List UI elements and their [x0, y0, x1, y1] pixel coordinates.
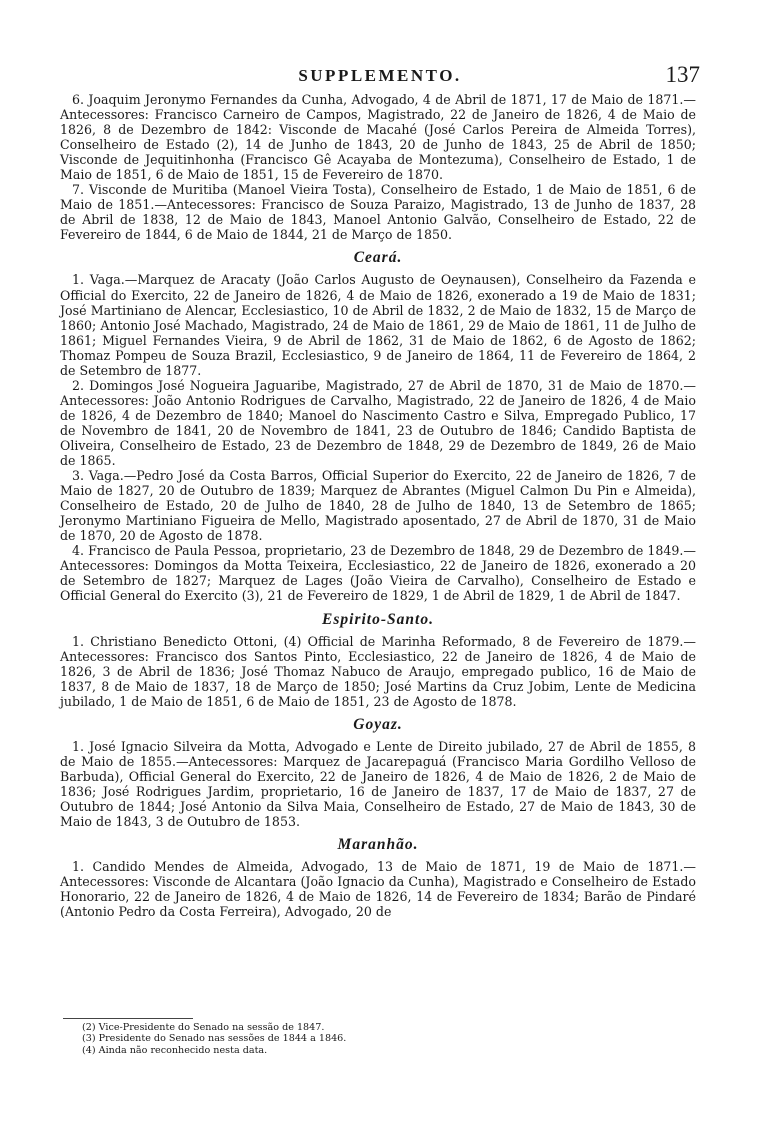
paragraph: 1. Candido Mendes de Almeida, Advogado, 13 de Maio de 1871, 19 de Maio de 1871.—Antecessores: Visconde de Alcantara (João Ignacio da Cunha), Magistrado e Conselheiro de Estado Honorario, 22 de Janeiro de 1826, 4 de Maio de 1826, 14 de Fevereiro de 1834; Barão de Pindaré (Antonio Pedro da Costa Ferreira), Advogado, 20 de [60, 859, 696, 920]
main-text [60, 92, 696, 919]
page-number: 137 [665, 62, 700, 87]
section-heading-espirito-santo: Espirito-Santo. [322, 610, 434, 628]
paragraph: 2. Domingos José Nogueira Jaguaribe, Magistrado, 27 de Abril de 1870, 31 de Maio de 1870.—Antecessores: João Antonio Rodrigues de Carvalho, Magistrado, 22 de Janeiro de 1826, 4 de Maio de 1826, 4 de Dezembro de 1840; Manoel do Nascimento Castro e Silva, Empregado Publico, 17 de Novembro de 1841, 20 de Novembro de 1841, 23 de Outubro de 1846; Candido Baptista de Oliveira, Conselheiro de Estado, 23 de Dezembro de 1848, 29 de Dezembro de 1849, 26 de Maio de 1865. [60, 377, 696, 469]
paragraph: 1. José Ignacio Silveira da Motta, Advogado e Lente de Direito jubilado, 27 de Abril de 1855, 8 de Maio de 1855.—Antecessores: Marquez de Jacarepaguá (Francisco Maria Gordilho Velloso de Barbuda), Official General do Exercito, 22 de Janeiro de 1826, 4 de Maio de 1826, 2 de Maio de 1836; José Rodrigues Jardim, proprietario, 16 de Janeiro de 1837, 17 de Maio de 1837, 27 de Outubro de 1844; José Antonio da Silva Maia, Conselheiro de Estado, 27 de Maio de 1843, 30 de Maio de 1843, 3 de Outubro de 1853. [60, 738, 696, 829]
footnote: (2) Vice-Presidente do Senado na sessão de 1847. [82, 1022, 325, 1033]
paragraph: 4. Francisco de Paula Pessoa, proprietario, 23 de Dezembro de 1848, 29 de Dezembro de 1849.—Antecessores: Domingos da Motta Teixeira, Ecclesiastico, 22 de Janeiro de 1826, exonerado a 20 de Setembro de 1827; Marquez de Lages (João Vieira de Carvalho), Conselheiro de Estado e Official General do Exercito (3), 21 de Fevereiro de 1829, 1 de Abril de 1829, 1 de Abril de 1847. [60, 543, 696, 604]
footnote: (3) Presidente do Senado nas sessões de 1844 a 1846. [82, 1033, 347, 1045]
section-heading-ceara: Ceará. [353, 249, 403, 267]
paragraph: 3. Vaga.—Pedro José da Costa Barros, Official Superior do Exercito, 22 de Janeiro de 1826, 7 de Maio de 1827, 20 de Outubro de 1839; Marquez de Abrantes (Miguel Calmon Du Pin e Almeida), Conselheiro de Estado, 20 de Julho de 1840, 28 de Julho de 1840, 13 de Setembro de 1865; Jeronymo Martiniano Figueira de Mello, Magistrado aposentado, 27 de Abril de 1870, 31 de Maio de 1870, 20 de Agosto de 1878. [60, 468, 696, 544]
footnotes [82, 1022, 682, 1056]
footnote-divider [63, 1018, 193, 1019]
footnote: (4) Ainda não reconhecido nesta data. [82, 1044, 268, 1056]
paragraph: 1. Vaga.—Marquez de Aracaty (João Carlos Augusto de Oeynausen), Conselheiro da Fazenda e Official do Exercito, 22 de Janeiro de 1826, 4 de Maio de 1826, exonerado a 19 de Maio de 1831; José Martiniano de Alencar, Ecclesiastico, 10 de Abril de 1832, 2 de Maio de 1832, 15 de Março de 1860; Antonio José Machado, Magistrado, 24 de Maio de 1861, 29 de Maio de 1861, 11 de Julho de 1861; Miguel Fernandes Vieira, 9 de Abril de 1862, 31 de Maio de 1862, 6 de Agosto de 1862; Thomaz Pompeu de Souza Brazil, Ecclesiastico, 9 de Janeiro de 1864, 11 de Fevereiro de 1864, 2 de Setembro de 1877. [60, 272, 696, 378]
paragraph: 7. Visconde de Muritiba (Manoel Vieira Tosta), Conselheiro de Estado, 1 de Maio de 1851, 6 de Maio de 1851.—Antecessores: Francisco de Souza Paraizo, Magistrado, 13 de Junho de 1837, 28 de Abril de 1838, 12 de Maio de 1843, Manoel Antonio Galvão, Conselheiro de Estado, 22 de Fevereiro de 1844, 6 de Maio de 1844, 21 de Março de 1850. [60, 182, 696, 243]
section-heading-maranhao: Maranhão. [337, 836, 419, 854]
running-head [60, 62, 700, 88]
paragraph: 1. Christiano Benedicto Ottoni, (4) Official de Marinha Reformado, 8 de Fevereiro de 1879.—Antecessores: Francisco dos Santos Pinto, Ecclesiastico, 22 de Janeiro de 1826, 4 de Maio de 1826, 3 de Abril de 1836; José Thomaz Nabuco de Araujo, empregado publico, 16 de Maio de 1837, 8 de Maio de 1837, 18 de Março de 1850; José Martins da Cruz Jobim, Lente de Medicina jubilado, 1 de Maio de 1851, 6 de Maio de 1851, 23 de Agosto de 1878. [60, 633, 696, 709]
paragraph: 6. Joaquim Jeronymo Fernandes da Cunha, Advogado, 4 de Abril de 1871, 17 de Maio de 1871.—Antecessores: Francisco Carneiro de Campos, Magistrado, 22 de Janeiro de 1826, 4 de Maio de 1826, 8 de Dezembro de 1842: Visconde de Macahé (José Carlos Pereira de Almeida Torres), Conselheiro de Estado (2), 14 de Junho de 1843, 20 de Junho de 1843, 25 de Abril de 1850; Visconde de Jequitinhonha (Francisco Gê Acayaba de Montezuma), Conselheiro de Estado, 1 de Maio de 1851, 6 de Maio de 1851, 15 de Fevereiro de 1870. [60, 92, 696, 183]
page-title: SUPPLEMENTO. [298, 66, 462, 85]
section-heading-goyaz: Goyaz. [353, 715, 403, 733]
